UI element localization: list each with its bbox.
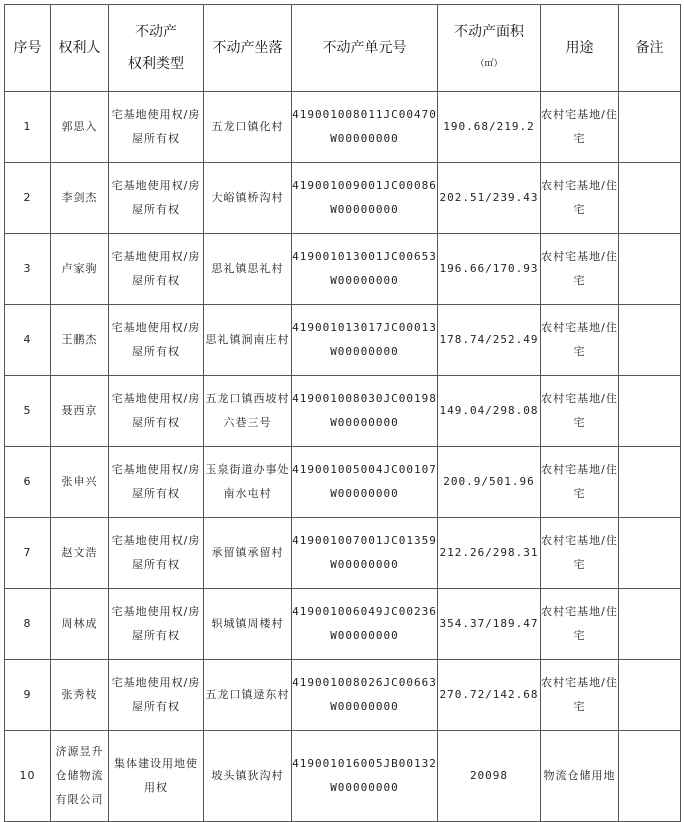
cell-location: 玉泉街道办事处南水屯村 (204, 447, 292, 518)
cell-location: 五龙口镇西坡村六巷三号 (204, 376, 292, 447)
cell-location: 轵城镇周楼村 (204, 589, 292, 660)
cell-type: 宅基地使用权/房屋所有权 (109, 376, 204, 447)
cell-unit: 419001006049JC00236W00000000 (292, 589, 438, 660)
cell-area: 20098 (438, 731, 541, 822)
cell-no: 10 (5, 731, 51, 822)
cell-area: 178.74/252.49 (438, 305, 541, 376)
cell-location: 思礼镇涧南庄村 (204, 305, 292, 376)
cell-use: 农村宅基地/住宅 (541, 92, 619, 163)
cell-unit: 419001005004JC00107W00000000 (292, 447, 438, 518)
cell-note (619, 376, 681, 447)
cell-holder: 郭思入 (51, 92, 109, 163)
cell-note (619, 447, 681, 518)
table-row (5, 447, 681, 518)
cell-note (619, 660, 681, 731)
cell-use: 农村宅基地/住宅 (541, 234, 619, 305)
table-row (5, 660, 681, 731)
cell-area: 190.68/219.2 (438, 92, 541, 163)
cell-no: 7 (5, 518, 51, 589)
cell-note (619, 92, 681, 163)
header-unit: 不动产单元号 (292, 5, 438, 92)
cell-type: 集体建设用地使用权 (109, 731, 204, 822)
cell-holder: 李剑杰 (51, 163, 109, 234)
cell-area: 196.66/170.93 (438, 234, 541, 305)
cell-area: 202.51/239.43 (438, 163, 541, 234)
header-location: 不动产坐落 (204, 5, 292, 92)
cell-no: 6 (5, 447, 51, 518)
table-row (5, 376, 681, 447)
cell-no: 9 (5, 660, 51, 731)
cell-no: 4 (5, 305, 51, 376)
cell-note (619, 163, 681, 234)
cell-unit: 419001013001JC00653W00000000 (292, 234, 438, 305)
cell-type: 宅基地使用权/房屋所有权 (109, 92, 204, 163)
cell-type: 宅基地使用权/房屋所有权 (109, 234, 204, 305)
cell-unit: 419001009001JC00086W00000000 (292, 163, 438, 234)
cell-use: 农村宅基地/住宅 (541, 660, 619, 731)
cell-holder: 张秀枝 (51, 660, 109, 731)
cell-location: 思礼镇思礼村 (204, 234, 292, 305)
header-note: 备注 (619, 5, 681, 92)
cell-no: 2 (5, 163, 51, 234)
table-row (5, 518, 681, 589)
property-registry-table (4, 4, 681, 822)
cell-location: 坡头镇狄沟村 (204, 731, 292, 822)
cell-type: 宅基地使用权/房屋所有权 (109, 660, 204, 731)
cell-holder: 张申兴 (51, 447, 109, 518)
cell-unit: 419001008026JC00663W00000000 (292, 660, 438, 731)
cell-no: 1 (5, 92, 51, 163)
cell-note (619, 731, 681, 822)
cell-location: 五龙口镇逯东村 (204, 660, 292, 731)
cell-holder: 聂西京 (51, 376, 109, 447)
cell-unit: 419001007001JC01359W00000000 (292, 518, 438, 589)
header-area-line2: （㎡） (475, 59, 503, 69)
cell-use: 农村宅基地/住宅 (541, 447, 619, 518)
cell-unit: 419001013017JC00013W00000000 (292, 305, 438, 376)
header-area-line1: 不动产面积 (454, 24, 524, 40)
header-holder: 权利人 (51, 5, 109, 92)
cell-no: 3 (5, 234, 51, 305)
cell-location: 大峪镇桥沟村 (204, 163, 292, 234)
cell-area: 354.37/189.47 (438, 589, 541, 660)
cell-note (619, 234, 681, 305)
header-no: 序号 (5, 5, 51, 92)
cell-type: 宅基地使用权/房屋所有权 (109, 518, 204, 589)
cell-use: 农村宅基地/住宅 (541, 589, 619, 660)
cell-type: 宅基地使用权/房屋所有权 (109, 447, 204, 518)
header-use: 用途 (541, 5, 619, 92)
cell-type: 宅基地使用权/房屋所有权 (109, 305, 204, 376)
cell-location: 承留镇承留村 (204, 518, 292, 589)
cell-unit: 419001008011JC00470W00000000 (292, 92, 438, 163)
cell-unit: 419001016005JB00132W00000000 (292, 731, 438, 822)
table-row (5, 589, 681, 660)
cell-holder: 赵文浩 (51, 518, 109, 589)
cell-unit: 419001008030JC00198W00000000 (292, 376, 438, 447)
cell-no: 5 (5, 376, 51, 447)
cell-type: 宅基地使用权/房屋所有权 (109, 589, 204, 660)
cell-area: 149.04/298.08 (438, 376, 541, 447)
table-row (5, 731, 681, 822)
header-area (438, 5, 541, 92)
cell-note (619, 305, 681, 376)
cell-use: 农村宅基地/住宅 (541, 163, 619, 234)
header-type-line1: 不动产 (135, 24, 177, 40)
cell-use: 农村宅基地/住宅 (541, 376, 619, 447)
cell-note (619, 589, 681, 660)
cell-holder: 周林成 (51, 589, 109, 660)
cell-location: 五龙口镇化村 (204, 92, 292, 163)
cell-use: 农村宅基地/住宅 (541, 305, 619, 376)
cell-holder: 济源昱升仓储物流有限公司 (51, 731, 109, 822)
table-header-row (5, 5, 681, 92)
cell-area: 212.26/298.31 (438, 518, 541, 589)
table-row (5, 234, 681, 305)
header-type (109, 5, 204, 92)
cell-use: 物流仓储用地 (541, 731, 619, 822)
cell-area: 270.72/142.68 (438, 660, 541, 731)
cell-area: 200.9/501.96 (438, 447, 541, 518)
cell-no: 8 (5, 589, 51, 660)
table-row (5, 305, 681, 376)
table-row (5, 163, 681, 234)
header-type-line2: 权利类型 (128, 56, 184, 72)
cell-type: 宅基地使用权/房屋所有权 (109, 163, 204, 234)
table-row (5, 92, 681, 163)
cell-holder: 王鹏杰 (51, 305, 109, 376)
cell-note (619, 518, 681, 589)
cell-use: 农村宅基地/住宅 (541, 518, 619, 589)
cell-holder: 卢家驹 (51, 234, 109, 305)
